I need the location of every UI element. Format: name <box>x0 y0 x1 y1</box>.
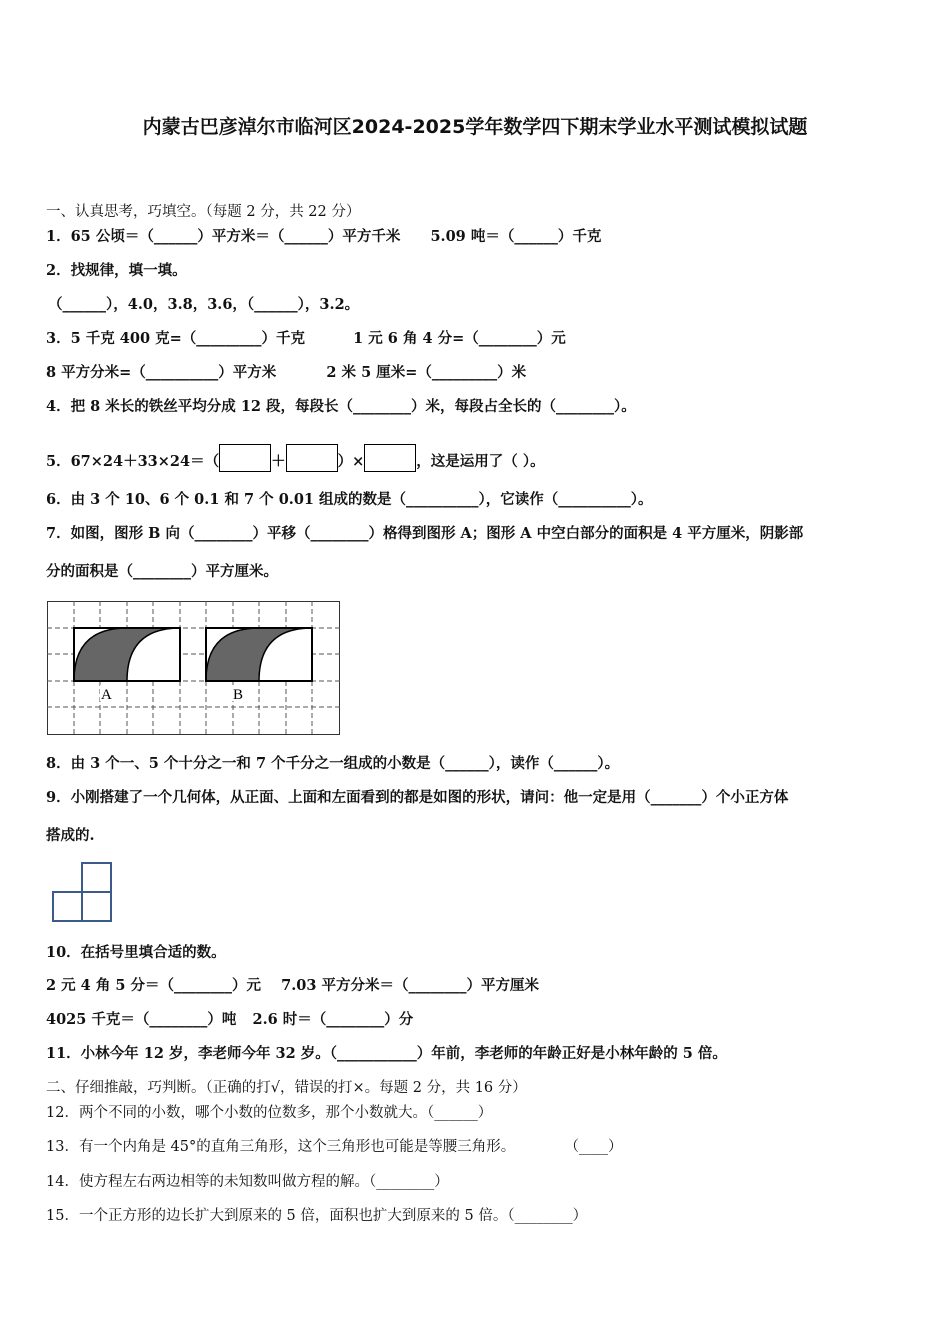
label-a: A <box>101 687 112 703</box>
question-5-lead: 5．67×24＋33×24＝（ <box>46 453 220 470</box>
question-13 <box>46 1138 622 1156</box>
question-10-part-d: 2.6 时＝（________）分 <box>252 1011 414 1028</box>
question-2-sequence: （______），4.0，3.8，3.6，（______），3.2。 <box>48 296 360 313</box>
question-10-part-b: 7.03 平方分米＝（________）平方厘米 <box>281 977 540 994</box>
question-3-part-d: 2 米 5 厘米=（_________）米 <box>326 364 527 381</box>
question-12: 12．两个不同的小数，哪个小数的位数多，那个小数就大。（______） <box>46 1105 493 1121</box>
question-10-row-1 <box>46 977 539 995</box>
question-4: 4．把 8 米长的铁丝平均分成 12 段，每段长（________）米，每段占全长的（________）。 <box>46 398 636 415</box>
question-5 <box>46 444 545 472</box>
question-15: 15．一个正方形的边长扩大到原来的 5 倍，面积也扩大到原来的 5 倍。（________） <box>46 1208 588 1224</box>
question-3-part-a: 3．5 千克 400 克=（_________）千克 <box>46 330 305 347</box>
question-3-part-b: 1 元 6 角 4 分=（________）元 <box>353 330 566 347</box>
question-10-stem: 10．在括号里填合适的数。 <box>46 944 226 961</box>
question-3-part-c: 8 平方分米=（__________）平方米 <box>46 364 277 381</box>
question-10-row-2 <box>46 1011 413 1029</box>
question-10-part-c: 4025 千克＝（________）吨 <box>46 1011 237 1028</box>
answer-box-2 <box>286 444 338 472</box>
question-8: 8．由 3 个一、5 个十分之一和 7 个千分之一组成的小数是（______），读作（______）。 <box>46 755 620 772</box>
section-1-heading: 一、认真思考，巧填空。（每题 2 分，共 22 分） <box>46 204 361 220</box>
question-3-row-2 <box>46 364 526 382</box>
question-1-part-a: 1．65 公顷＝（______）平方米＝（______）平方千米 <box>46 228 401 245</box>
question-2-stem: 2．找规律，填一填。 <box>46 262 187 279</box>
answer-box-1 <box>219 444 271 472</box>
grid-figure <box>47 601 341 737</box>
label-b: B <box>233 687 244 703</box>
shape-b <box>206 628 312 681</box>
shape-a <box>74 628 180 681</box>
times-sign: ）× <box>337 453 365 470</box>
page-title: 内蒙古巴彦淖尔市临河区2024-2025学年数学四下期末学业水平测试模拟试题 <box>142 116 808 138</box>
question-6: 6．由 3 个 10、6 个 0.1 和 7 个 0.01 组成的数是（__________），它读作（__________）。 <box>46 491 653 508</box>
question-3-row-1 <box>46 330 566 348</box>
question-7-line-2: 分的面积是（________）平方厘米。 <box>46 563 278 580</box>
question-5-tail: ，这是运用了（ ）。 <box>416 453 545 470</box>
question-11: 11．小林今年 12 岁，李老师今年 32 岁。（___________）年前，李老师的年龄正好是小林年龄的 5 倍。 <box>46 1045 727 1062</box>
question-13-text: 13．有一个内角是 45°的直角三角形，这个三角形也可能是等腰三角形。 <box>46 1139 516 1155</box>
question-9-line-1: 9．小刚搭建了一个几何体，从正面、上面和左面看到的都是如图的形状，请问：他一定是用（_______）个小正方体 <box>46 789 789 806</box>
question-10-part-a: 2 元 4 角 5 分＝（________）元 <box>46 977 262 994</box>
section-2-heading: 二、仔细推敲，巧判断。（正确的打√，错误的打×。每题 2 分，共 16 分） <box>46 1080 527 1096</box>
cube-view-figure <box>50 862 114 924</box>
question-14: 14．使方程左右两边相等的未知数叫做方程的解。（________） <box>46 1174 449 1190</box>
question-9-line-2: 搭成的. <box>46 827 95 844</box>
question-7-line-1: 7．如图，图形 B 向（________）平移（________）格得到图形 A；图形 A 中空白部分的面积是 4 平方厘米，阴影部 <box>46 525 804 542</box>
answer-box-3 <box>364 444 416 472</box>
question-13-blank: （____） <box>564 1139 623 1155</box>
question-1 <box>46 228 601 246</box>
plus-sign: ＋ <box>271 453 286 470</box>
question-1-part-b: 5.09 吨＝（______）千克 <box>430 228 602 245</box>
